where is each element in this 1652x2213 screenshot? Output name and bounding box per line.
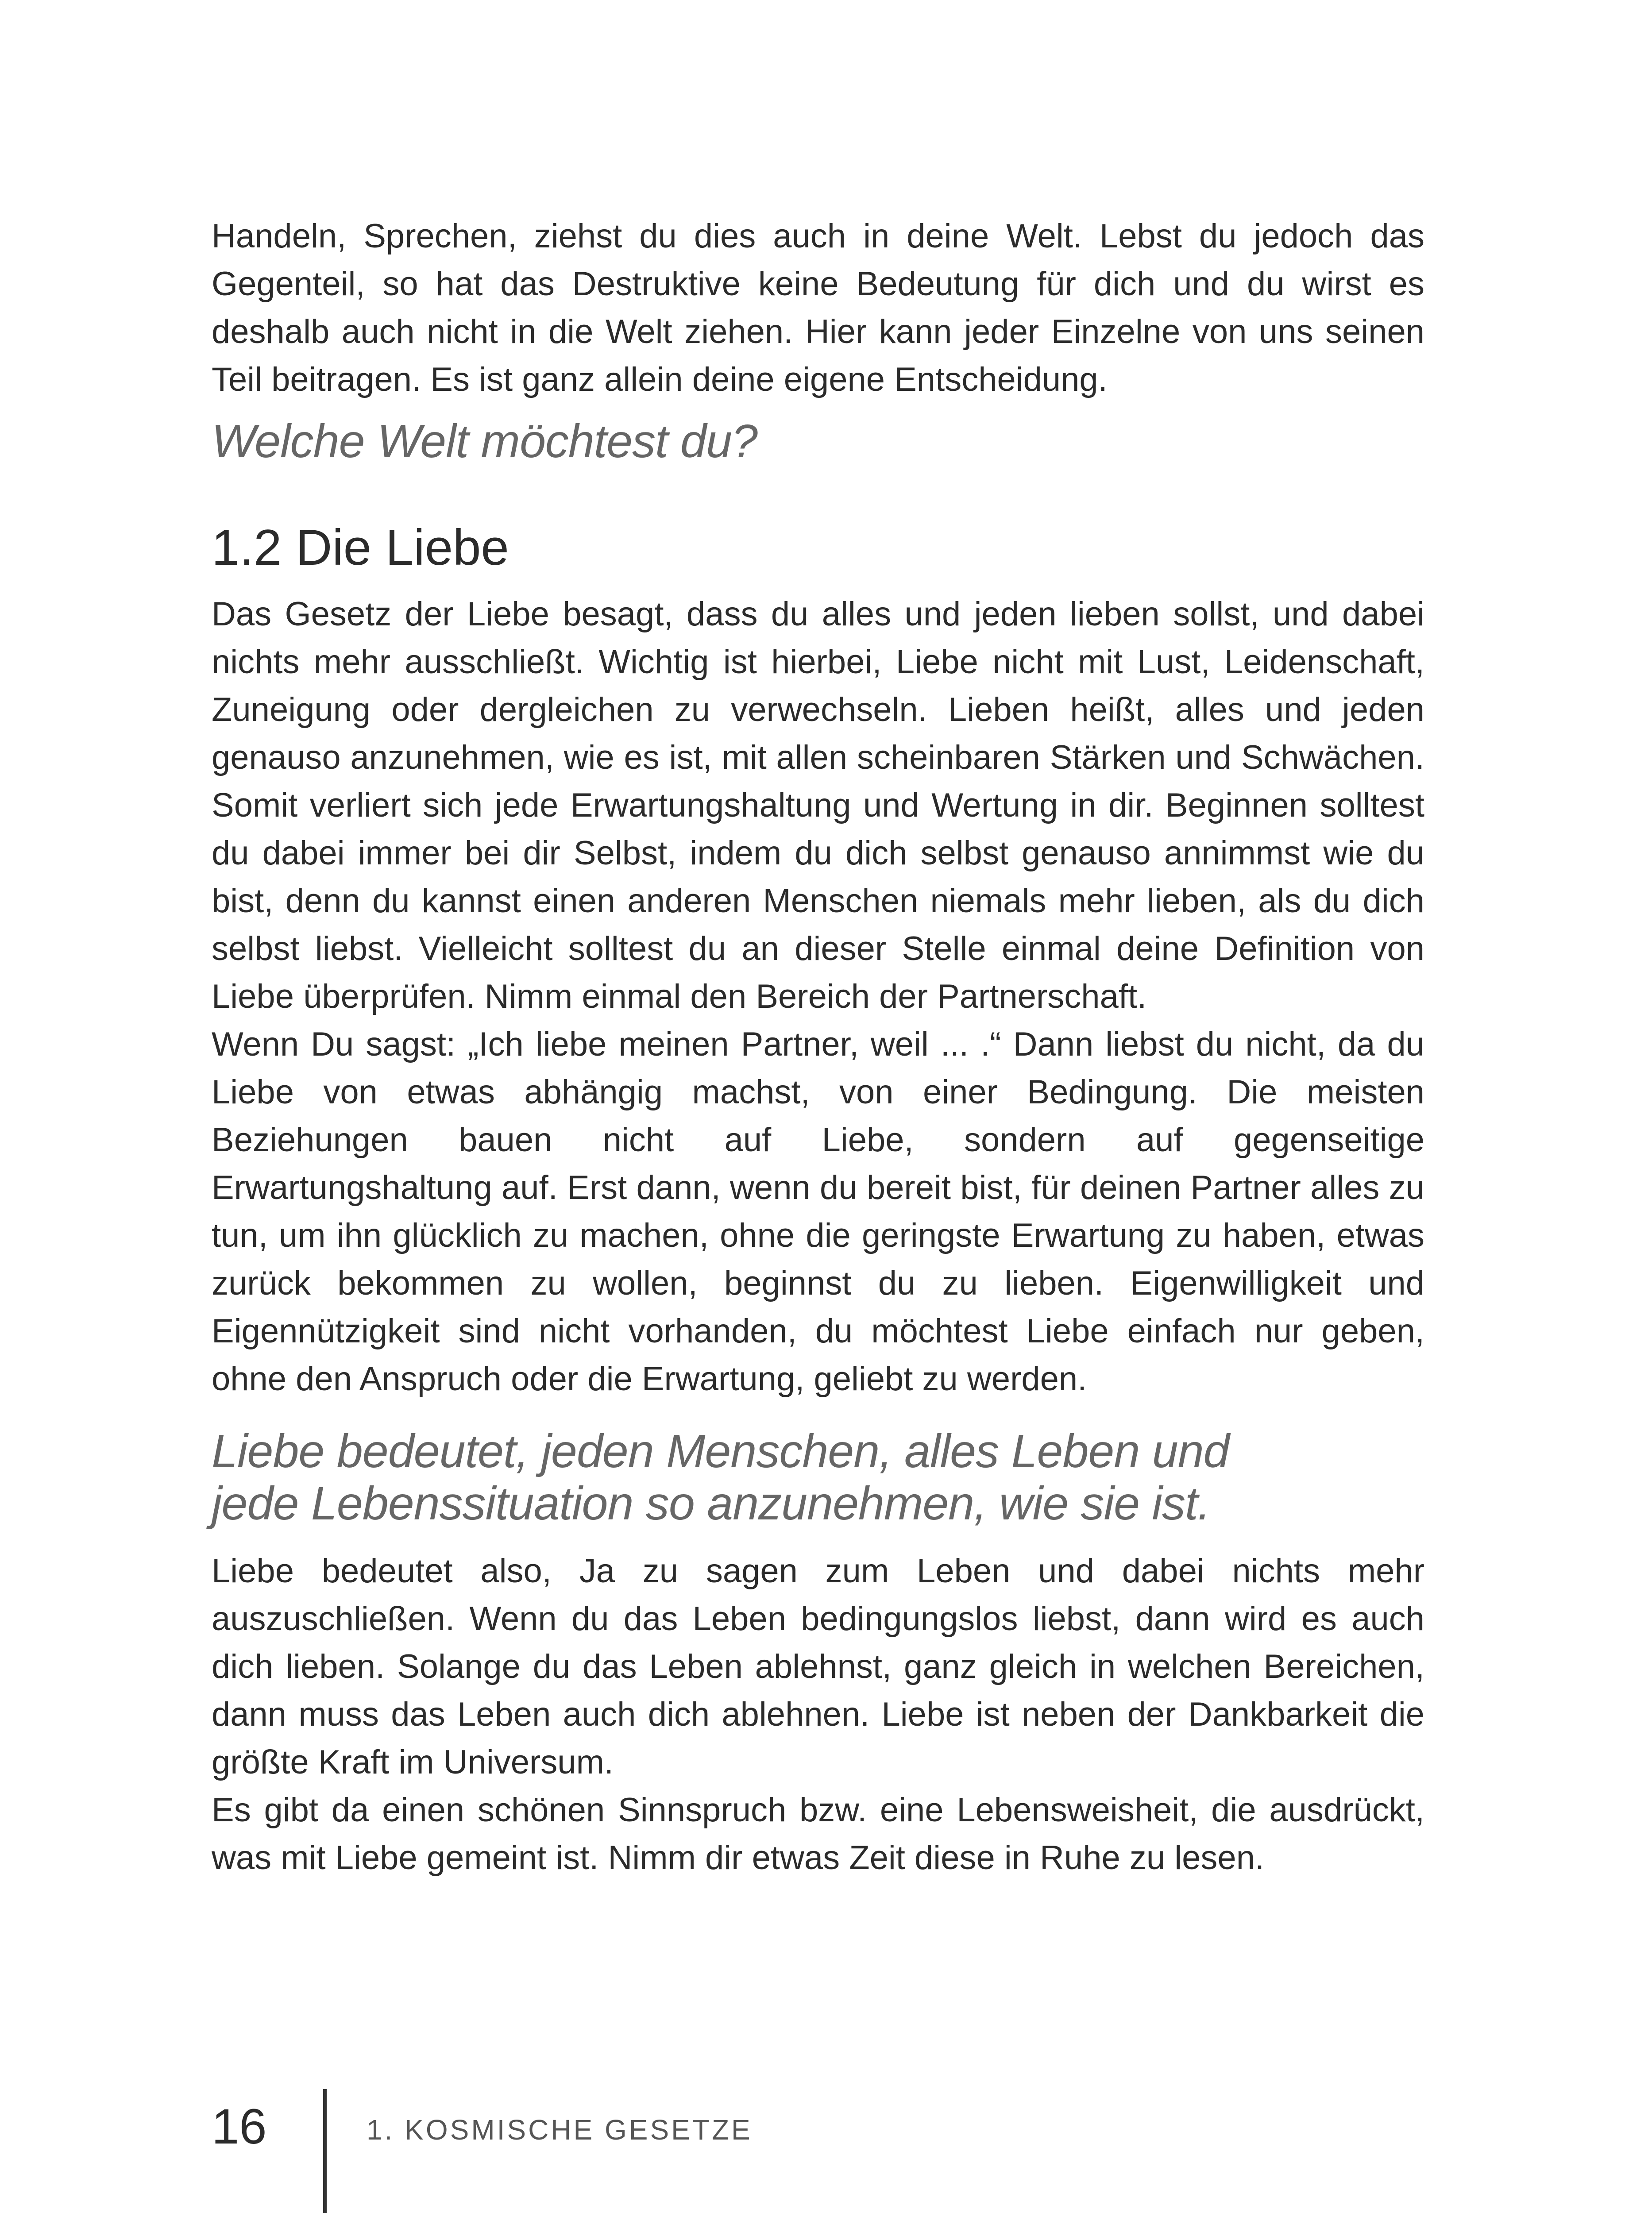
pull-quote-block — [212, 1425, 1424, 1530]
pull-quote-line: jede Lebenssituation so anzunehmen, wie sie ist. — [212, 1477, 1210, 1530]
section-heading: 1.2 Die Liebe — [212, 520, 509, 576]
page-number: 16 — [212, 2099, 267, 2154]
running-footer-chapter: 1. KOSMISCHE GESETZE — [367, 2114, 753, 2146]
body-paragraph: Das Gesetz der Liebe besagt, dass du alles und jeden lieben sollst, und dabei nichts mehr ausschließt. Wichtig ist hierbei, Liebe nicht mit Lust, Leidenschaft, Zuneigung oder dergleichen zu verwechseln. Lieben heißt, alles und jeden genauso anzunehmen, wie es ist, mit allen scheinbaren Stärken und Schwächen. Somit verliert sich jede Erwartungshaltung und Wertung in dir. Beginnen solltest du dabei immer bei dir Selbst, indem du dich selbst genauso annimmst wie du bist, denn du kannst einen anderen Menschen niemals mehr lieben, als du dich selbst liebst. Vielleicht solltest du an dieser Stelle einmal deine Definition von Liebe überprüfen. Nimm einmal den Bereich der Partnerschaft. — [212, 595, 1424, 1015]
footer-divider — [323, 2089, 327, 2213]
page-content — [212, 212, 1424, 1882]
body-paragraph: Handeln, Sprechen, ziehst du dies auch in deine Welt. Lebst du jedoch das Gegenteil, so hat das Destruktive keine Bedeutung für dich und du wirst es deshalb auch nicht in die Welt ziehen. Hier kann jeder Einzelne von uns seinen Teil beitragen. Es ist ganz allein deine eigene Entscheidung. — [212, 217, 1424, 398]
pull-quote: Welche Welt möchtest du? — [212, 415, 757, 467]
pull-quote-line: Liebe bedeutet, jeden Menschen, alles Leben und — [212, 1425, 1229, 1477]
body-paragraph: Es gibt da einen schönen Sinnspruch bzw. eine Lebensweisheit, die ausdrückt, was mit Liebe gemeint ist. Nimm dir etwas Zeit diese in Ruhe zu lesen. — [212, 1791, 1424, 1877]
body-paragraph: Liebe bedeutet also, Ja zu sagen zum Leben und dabei nichts mehr auszuschließen. Wenn du das Leben bedingungslos liebst, dann wird es auch dich lieben. Solange du das Leben ablehnst, ganz gleich in welchen Bereichen, dann muss das Leben auch dich ablehnen. Liebe ist neben der Dankbarkeit die größte Kraft im Universum. — [212, 1552, 1424, 1781]
body-paragraph: Wenn Du sagst: „Ich liebe meinen Partner, weil ... .“ Dann liebst du nicht, da du Liebe von etwas abhängig machst, von einer Bedingung. Die meisten Beziehungen bauen nicht auf Liebe, sondern auf gegenseitige Erwartungshaltung auf. Erst dann, wenn du bereit bist, für deinen Partner alles zu tun, um ihn glücklich zu machen, ohne die geringste Erwartung zu haben, etwas zurück bekommen zu wollen, beginnst du zu lieben. Eigenwilligkeit und Eigennützigkeit sind nicht vorhanden, du möchtest Liebe einfach nur geben, ohne den Anspruch oder die Erwartung, geliebt zu werden. — [212, 1026, 1424, 1398]
